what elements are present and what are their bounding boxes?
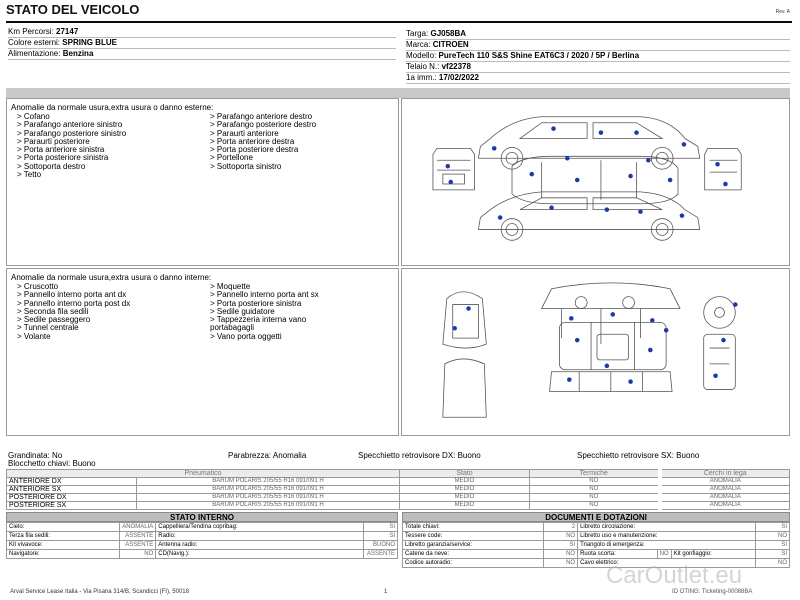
tyre-position: POSTERIORE DX <box>7 494 137 502</box>
brand-value: CITROEN <box>432 40 469 49</box>
internal-damage-title: Anomalie da normale usura,extra usura o danno interne: <box>11 273 212 282</box>
list-item: > Parafango posteriore destro <box>210 120 317 130</box>
list-item: > Tetto <box>17 170 42 180</box>
table-row <box>403 523 790 532</box>
list-item: portabagagli <box>210 323 255 333</box>
list-item: > Pannello interno porta ant dx <box>17 290 127 300</box>
chassis-label: Telaio N.: <box>406 62 440 71</box>
list-item: > Portellone <box>210 153 253 163</box>
field-label: Libretto garanzia/service: <box>403 541 544 550</box>
list-item: > Tunnel centrale <box>17 323 79 333</box>
fuel-value: Benzina <box>62 49 94 58</box>
alloy-wheels: ANOMALIA <box>660 502 790 510</box>
list-item: > Seconda fila sedili <box>17 306 89 316</box>
documents-title: DOCUMENTI E DOTAZIONI <box>402 512 790 522</box>
table-row <box>7 523 398 532</box>
column-header: Stato <box>400 470 530 478</box>
field-label: Triangolo di emergenza: <box>578 541 756 550</box>
document-id: ID OTING: Ticketing-00088BA <box>672 589 753 595</box>
list-item: > Sottoporta destro <box>17 161 86 171</box>
table-row <box>403 541 790 550</box>
list-item: > Paraurti posteriore <box>17 136 90 146</box>
tyre-state: MEDIO <box>400 494 530 502</box>
model-value: PureTech 110 S&S Shine EAT6C3 / 2020 / 5P / Berlina <box>438 51 640 60</box>
field-value: SI <box>364 532 398 541</box>
table-row <box>403 532 790 541</box>
registration-label: 1a imm.: <box>406 73 437 82</box>
documents-block <box>402 512 790 568</box>
field-label: Radio: <box>156 532 364 541</box>
column-header: Cerchi in lega <box>660 470 790 478</box>
tyre-state: MEDIO <box>400 478 530 486</box>
table-row <box>403 550 790 559</box>
tyre-description: BARUM POLARIS 205/55 R16 091/091 H <box>137 478 400 486</box>
field-label: Kit vivavoce: <box>7 541 120 550</box>
list-item: > Vano porta oggetti <box>210 331 282 341</box>
field-label: Cielo: <box>7 523 120 532</box>
field-value: ASSENTE <box>120 532 156 541</box>
tyre-winter: NO <box>530 478 660 486</box>
km-value: 27147 <box>56 27 79 36</box>
field-value: 2 <box>544 523 578 532</box>
field-label: Cappelliera/Tendina copribag: <box>156 523 364 532</box>
exterior-car-diagram <box>401 98 790 266</box>
list-item: > Parafango posteriore sinistro <box>17 128 127 138</box>
internal-list-col1 <box>17 283 130 341</box>
field-value: SI <box>756 550 790 559</box>
field-label: Antenna radio: <box>156 541 364 550</box>
field-value: NO <box>544 550 578 559</box>
list-item: > Cruscotto <box>17 282 59 291</box>
list-item: > Porta anteriore sinistra <box>17 145 105 155</box>
tyre-header-row <box>7 470 790 478</box>
table-row <box>7 532 398 541</box>
alloy-wheels: ANOMALIA <box>660 494 790 502</box>
table-row <box>7 541 398 550</box>
field-value: ASSENTE <box>364 550 398 559</box>
field-label: Navigatore: <box>7 550 120 559</box>
tyre-state: MEDIO <box>400 502 530 510</box>
interior-state-title: STATO INTERNO <box>6 512 398 522</box>
field-value: BUONO <box>364 541 398 550</box>
fuel-row <box>8 49 396 59</box>
field-value: NO <box>544 559 578 568</box>
tyre-table <box>6 469 790 510</box>
car-exterior-icon <box>402 99 789 265</box>
field-label: Libretto uso e manutenzione: <box>578 532 756 541</box>
km-row <box>8 27 396 37</box>
plate-row <box>406 29 790 39</box>
windshield-status: Parabrezza: Anomalia <box>228 451 307 460</box>
color-row <box>8 38 396 48</box>
fuel-label: Alimentazione: <box>8 49 61 58</box>
field-value: NO <box>657 550 671 559</box>
list-item: > Pannello interno porta ant sx <box>210 290 319 300</box>
interior-state-table <box>6 522 398 559</box>
external-list-col2 <box>210 113 316 171</box>
field-value: NO <box>544 532 578 541</box>
field-value: NO <box>756 559 790 568</box>
field-value: NO <box>756 532 790 541</box>
list-item: > Parafango anteriore destro <box>210 112 313 121</box>
tyre-winter: NO <box>530 494 660 502</box>
field-label: CD(Navig.): <box>156 550 364 559</box>
list-item: > Sedile guidatore <box>210 306 275 316</box>
field-value: ANOMALIA <box>120 523 156 532</box>
list-item: > Sottoporta sinistro <box>210 161 282 171</box>
list-item: > Tappezzeria interna vano <box>210 315 307 325</box>
plate-label: Targa: <box>406 29 429 38</box>
field-value: SI <box>756 523 790 532</box>
tyre-state: MEDIO <box>400 486 530 494</box>
table-row <box>7 550 398 559</box>
list-item: > Porta posteriore destra <box>210 145 299 155</box>
list-item: > Porta anteriore destra <box>210 136 295 146</box>
tyre-description: BARUM POLARIS 205/55 R16 091/091 H <box>137 502 400 510</box>
model-label: Modello: <box>406 51 437 60</box>
page-number: 1 <box>384 589 388 595</box>
internal-list-col2 <box>210 283 319 341</box>
field-label: Libretto circolazione: <box>578 523 756 532</box>
external-damage-title: Anomalie da normale usura,extra usura o danno esterne: <box>11 103 214 112</box>
column-header: Termiche <box>530 470 660 478</box>
list-item: > Cofano <box>17 112 50 121</box>
list-item: > Porta posteriore sinistra <box>17 153 109 163</box>
color-label: Colore esterni: <box>8 38 61 47</box>
list-item: > Paraurti anteriore <box>210 128 279 138</box>
field-label: Totale chiavi: <box>403 523 544 532</box>
field-value: NO <box>120 550 156 559</box>
field-label: Catene da neve: <box>403 550 544 559</box>
page-title: STATO DEL VEICOLO <box>6 2 140 17</box>
ignition-status: Blocchetto chiavi: Buono <box>8 459 96 468</box>
tyre-position: POSTERIORE SX <box>7 502 137 510</box>
field-value: ASSENTE <box>120 541 156 550</box>
alloy-wheels: ANOMALIA <box>660 486 790 494</box>
mirror-left-status: Specchietto retrovisore SX: Buono <box>577 451 700 460</box>
km-label: Km Percorsi: <box>8 27 54 36</box>
hail-status: Grandinata: No <box>8 451 63 460</box>
footer-company: Arval Service Lease Italia - Via Pisana 314/B, Scandicci (FI), 50018 <box>10 589 189 595</box>
revision-label: Rev. A <box>775 9 790 15</box>
table-row <box>7 478 790 486</box>
watermark-logo: CarOutlet.eu <box>606 562 743 589</box>
interior-car-diagram <box>401 268 790 436</box>
brand-label: Marca: <box>406 40 431 49</box>
chassis-row <box>406 62 790 72</box>
list-item: > Volante <box>17 331 51 341</box>
list-item: > Sedile passeggero <box>17 315 91 325</box>
alloy-wheels: ANOMALIA <box>660 478 790 486</box>
tyre-position: ANTERIORE SX <box>7 486 137 494</box>
car-interior-icon <box>402 269 789 435</box>
table-row <box>7 494 790 502</box>
list-item: > Moquette <box>210 282 251 291</box>
internal-damage-panel <box>6 268 399 436</box>
tyre-winter: NO <box>530 486 660 494</box>
list-item: > Parafango anteriore sinistro <box>17 120 123 130</box>
color-value: SPRING BLUE <box>62 38 117 47</box>
section-band <box>6 88 790 98</box>
field-value: SI <box>756 541 790 550</box>
list-item: > Pannello interno porta post dx <box>17 298 131 308</box>
field-label: Terza fila sedili: <box>7 532 120 541</box>
mirror-right-status: Specchietto retrovisore DX: Buono <box>358 451 481 460</box>
field-value: SI <box>364 523 398 532</box>
table-row <box>7 502 790 510</box>
plate-value: GJ058BA <box>430 29 467 38</box>
field-value: SI <box>544 541 578 550</box>
brand-row <box>406 40 790 50</box>
tyre-winter: NO <box>530 502 660 510</box>
interior-state-block <box>6 512 398 559</box>
external-list-col1 <box>17 113 126 179</box>
chassis-value: vf22378 <box>441 62 471 71</box>
table-row <box>7 486 790 494</box>
title-divider <box>6 21 792 23</box>
list-item: > Porta posteriore sinistra <box>210 298 302 308</box>
registration-value: 17/02/2022 <box>438 73 479 82</box>
field-label: Kit gonfiaggio: <box>671 550 755 559</box>
tyre-position: ANTERIORE DX <box>7 478 137 486</box>
registration-row <box>406 73 790 83</box>
field-label: Codice autoradio: <box>403 559 544 568</box>
field-label: Tessere code: <box>403 532 544 541</box>
tyre-description: BARUM POLARIS 205/55 R16 091/091 H <box>137 494 400 502</box>
external-damage-panel <box>6 98 399 266</box>
tyre-description: BARUM POLARIS 205/55 R16 091/091 H <box>137 486 400 494</box>
field-label: Cavo elettrico: <box>578 559 756 568</box>
model-row <box>406 51 790 61</box>
field-label: Ruota scorta: <box>578 550 658 559</box>
column-header: Pneumatico <box>7 470 400 478</box>
